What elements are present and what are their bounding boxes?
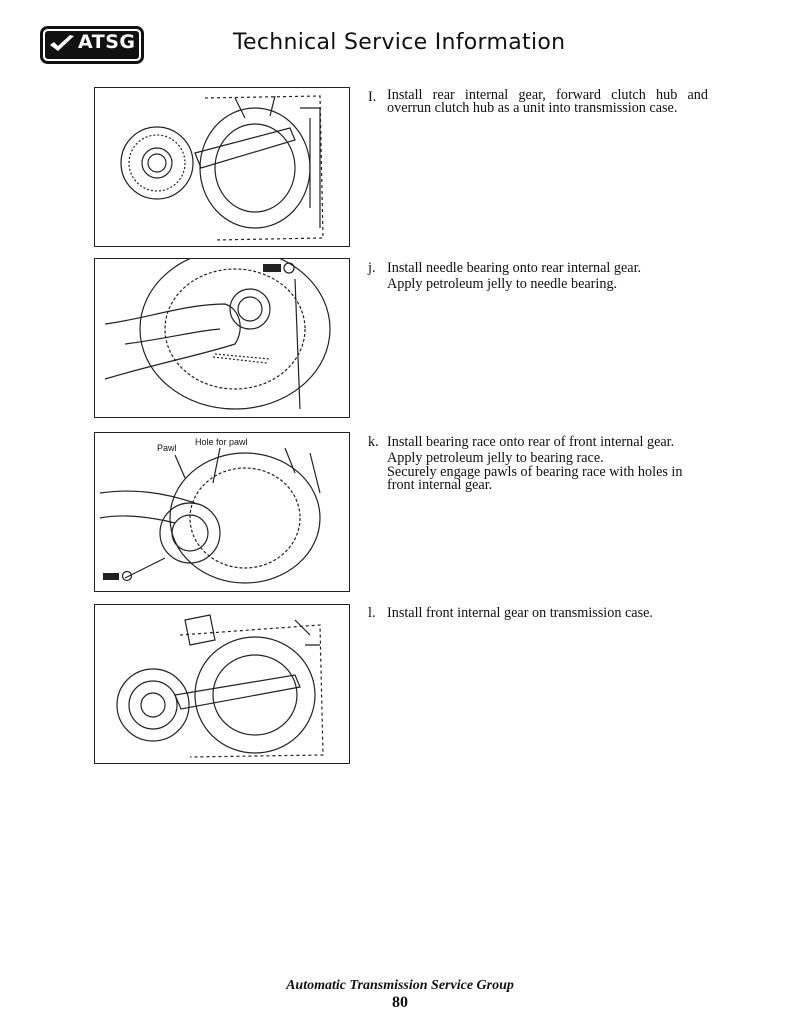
logo-text: ATSG [78,31,136,53]
jelly-icon [103,573,119,580]
step-k [368,434,708,492]
step-i [368,89,708,115]
step-label: k. [368,434,379,450]
step-text: Install bearing race onto rear of front internal gear. [387,434,675,450]
step-label: j. [368,260,376,276]
step-j [368,260,708,292]
petroleum-icon [284,263,294,273]
figure-front-internal-gear [94,604,350,764]
footer-group-name: Automatic Transmission Service Group [286,978,514,993]
figure-rear-internal-gear [94,87,350,247]
step-text: Install needle bearing onto rear internal gear. [387,260,642,276]
step-label: l. [368,605,376,621]
step-text: Apply petroleum jelly to needle bearing. [387,276,618,292]
figure-bearing-race [94,432,350,592]
step-text: Install rear internal gear, forward clutch hub and overrun clutch hub as a unit into transmission case. [387,87,708,116]
page-number: 80 [392,994,408,1011]
callout-pawl: Pawl [157,443,177,453]
page-title: Technical Service Information [233,30,566,55]
step-label: I. [368,89,377,105]
figure-needle-bearing [94,258,350,418]
jelly-icon [263,264,281,272]
callout-hole-for-pawl: Hole for pawl [195,437,248,447]
step-text: Install front internal gear on transmission case. [387,605,653,621]
step-l [368,605,708,621]
step-text: Apply petroleum jelly to bearing race. [387,450,604,466]
step-text: Securely engage pawls of bearing race with holes in front internal gear. [387,464,683,493]
